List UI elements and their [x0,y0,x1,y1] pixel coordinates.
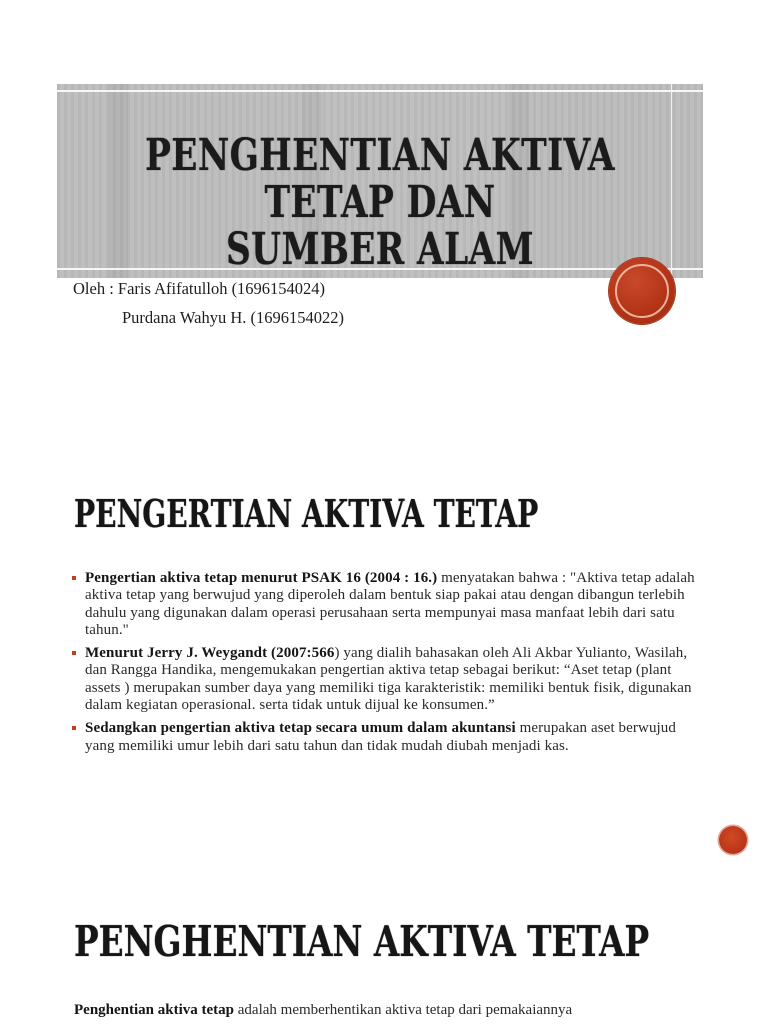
retirement-slide [0,900,768,1024]
slide-title [128,132,632,273]
bullet-square-icon [72,576,76,580]
decorative-circle-icon [609,258,675,324]
bullet-square-icon [72,651,76,655]
title-slide [0,0,768,420]
bullet-bold-text: Sedangkan pengertian aktiva tetap secara umum dalam akuntansi [85,720,516,737]
decorative-circle-icon [719,826,747,854]
bullet-item [72,645,704,714]
body-paragraph [74,1002,704,1019]
banner-divider [671,84,672,278]
banner-stripe-top [57,90,703,92]
slide-title-line-1: PENGHENTIAN AKTIVA TETAP DAN [145,130,615,228]
bullet-square-icon [72,726,76,730]
bullet-text: ) yang dialih bahasakan oleh Ali Akbar Yulianto, Wasilah, dan Rangga Handika, mengemukakan pengertian aktiva tetap sebagai berikut: “Aset tetap (plant assets ) merupakan sumber daya yang memiliki tiga karakteristik: memiliki bentuk fisik, digunakan dalam kegiatan operasional. serta tidak untuk dijual ke konsumen.” [85,645,692,714]
paragraph-text: adalah memberhentikan aktiva tetap dari pemakaiannya [234,1002,573,1018]
bullet-bold-text: Menurut Jerry J. Weygandt (2007:566 [85,645,335,662]
bullet-item [72,570,704,639]
definition-slide [0,470,768,870]
bullet-item [72,720,704,755]
paragraph-bold-text: Penghentian aktiva tetap [74,1002,235,1018]
author-line-2: Purdana Wahyu H. (1696154022) [122,308,345,327]
slide-title-line-2: SUMBER ALAM [225,224,535,275]
bullet-bold-text: Pengertian aktiva tetap menurut PSAK 16 (2004 : 16.) [85,570,438,586]
title-banner [57,84,703,278]
author-line-1: Oleh : Faris Afifatulloh (1696154024) [73,279,326,298]
bullet-text: menyatakan bahwa : "Aktiva tetap adalah aktiva tetap yang berwujud yang diperoleh dalam bentuk siap pakai atau dengan dibangun terlebih dahulu yang digunakan dalam operasi perusahaan serta mempunyai masa manfaat lebih dari satu tahun." [85,570,695,638]
section-title: PENGERTIAN AKTIVA TETAP [74,491,539,536]
bullet-text: merupakan aset berwujud yang memiliki umur lebih dari satu tahun dan tidak mudah diubah menjadi kas. [85,720,677,754]
section-title: PENGHENTIAN AKTIVA TETAP [74,917,650,966]
bullet-list [72,570,704,761]
